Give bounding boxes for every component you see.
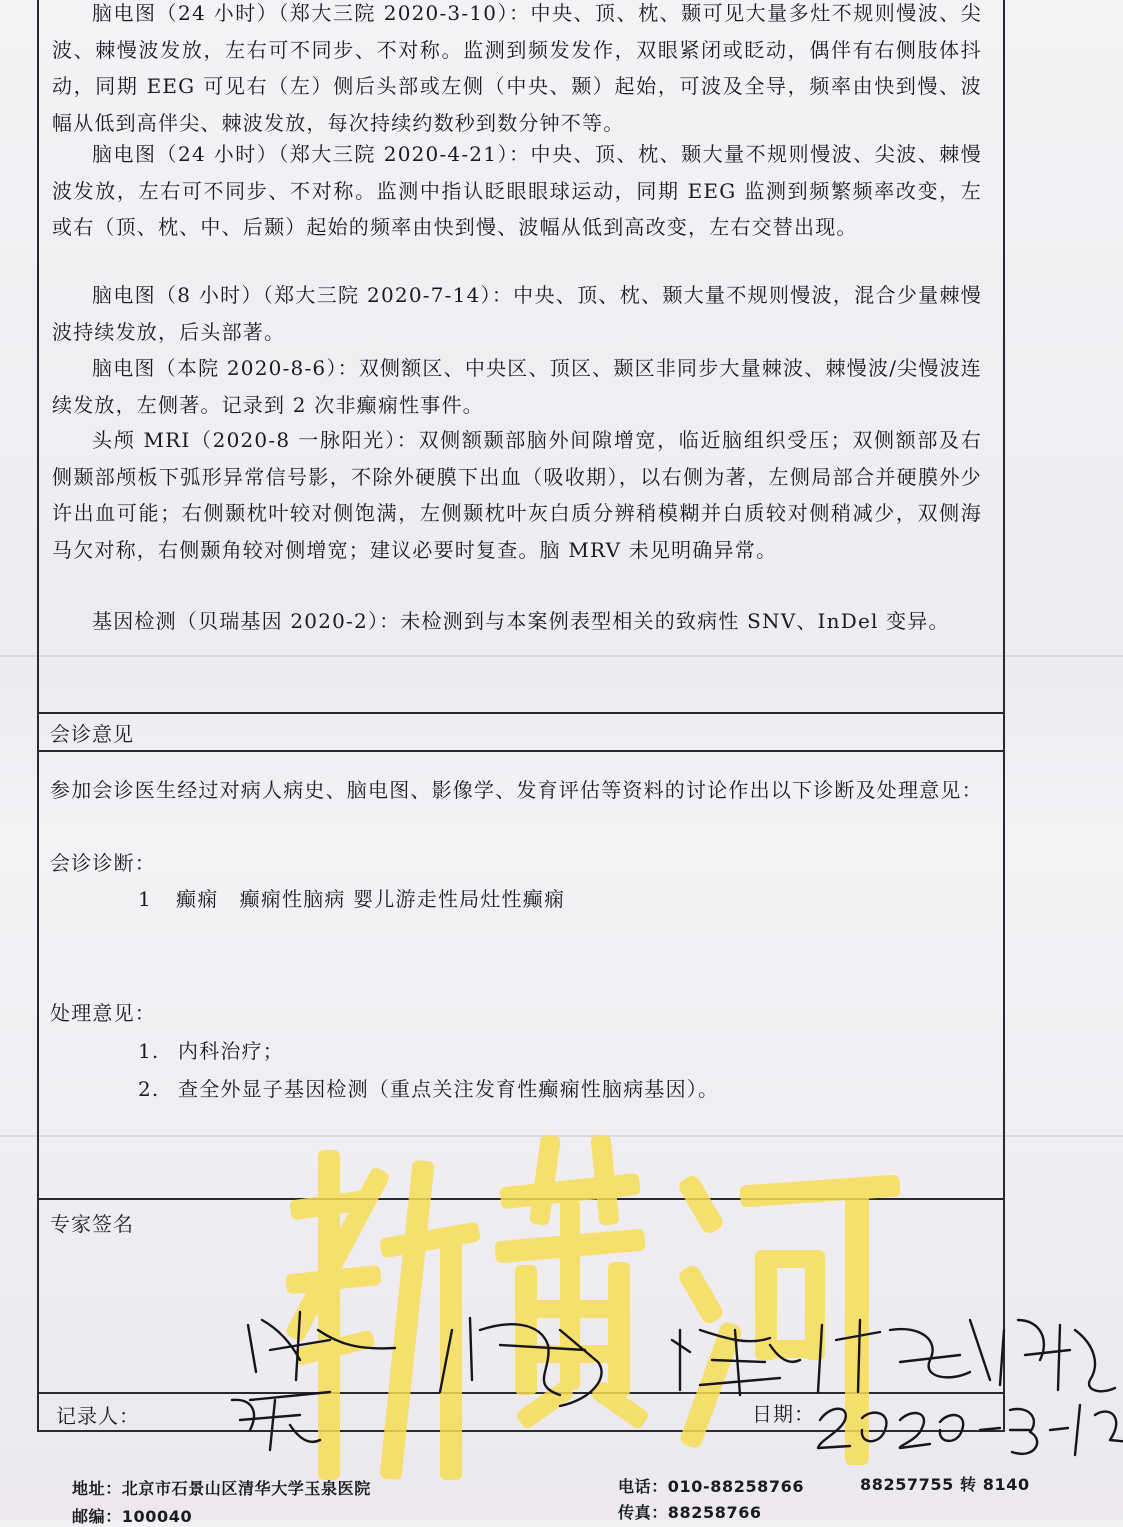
gene-test-finding: 基因检测（贝瑞基因 2020-2）：未检测到与本案例表型相关的致病性 SNV、InDel 变异。 [92, 609, 950, 633]
footer-phone: 电话：010-88258766 [618, 1477, 805, 1496]
diagnosis-number: 1 [138, 887, 152, 911]
footer-phone-ext: 88257755 转 8140 [860, 1475, 1030, 1494]
footer-address: 地址：北京市石景山区清华大学玉泉医院 [72, 1479, 371, 1498]
eeg-finding-3: 脑电图（8 小时）（郑大三院 2020-7-14）：中央、顶、枕、颞大量不规则慢波，混合少量棘慢波持续发放，后头部著。 [52, 283, 982, 344]
treatment-label: 处理意见： [50, 1001, 156, 1025]
treatment-number: 1. [138, 1039, 160, 1063]
consultation-header: 会诊意见 [50, 722, 134, 746]
treatment-number: 2. [138, 1077, 160, 1101]
diagnosis-text: 癫痫 癫痫性脑病 婴儿游走性局灶性癫痫 [176, 887, 566, 911]
mri-finding: 头颅 MRI（2020-8 一脉阳光）：双侧额颞部脑外间隙增宽，临近脑组织受压；双侧额部及右侧颞部颅板下弧形异常信号影，不除外硬膜下出血（吸收期），以右侧为著，左侧局部合并硬膜外少许出血可能；右侧颞枕叶较对侧饱满，左侧颞枕叶灰白质分辨稍模糊并白质较对侧稍减少，双侧海马欠对称，右侧颞角较对侧增宽；建议必要时复查。脑 MRV 未见明确异常。 [52, 428, 982, 562]
treatment-item: 内科治疗； [178, 1039, 284, 1063]
footer-fax: 传真：88258766 [618, 1503, 762, 1522]
recorder-label: 记录人： [56, 1404, 140, 1428]
date-label: 日期： [752, 1402, 815, 1426]
consultation-intro: 参加会诊医生经过对病人病史、脑电图、影像学、发育评估等资料的讨论作出以下诊断及处理意见： [50, 778, 983, 802]
footer-postcode: 邮编：100040 [72, 1507, 193, 1526]
eeg-finding-2: 脑电图（24 小时）（郑大三院 2020-4-21）：中央、顶、枕、颞大量不规则慢波、尖波、棘慢波发放，左右可不同步、不对称。监测中指认眨眼眼球运动，同期 EEG 监测到频繁频率改变，左或右（顶、枕、中、后颞）起始的频率由快到慢、波幅从低到高改变，左右交替出现。 [52, 142, 982, 239]
diagnosis-label: 会诊诊断： [50, 851, 156, 875]
eeg-finding-1: 脑电图（24 小时）（郑大三院 2020-3-10）：中央、顶、枕、颞可见大量多灶不规则慢波、尖波、棘慢波发放，左右可不同步、不对称。监测到频发发作，双眼紧闭或眨动，偶伴有右侧肢体抖动，同期 EEG 可见右（左）侧后头部或左侧（中央、颞）起始，可波及全导，频率由快到慢、波幅从低到高伴尖、棘波发放，每次持续约数秒到数分钟不等。 [52, 1, 982, 135]
eeg-finding-4: 脑电图（本院 2020-8-6）：双侧额区、中央区、顶区、颞区非同步大量棘波、棘慢波/尖慢波连续发放，左侧著。记录到 2 次非癫痫性事件。 [52, 356, 982, 417]
treatment-item: 查全外显子基因检测（重点关注发育性癫痫性脑病基因）。 [178, 1077, 720, 1101]
signature-label: 专家签名 [50, 1212, 134, 1236]
